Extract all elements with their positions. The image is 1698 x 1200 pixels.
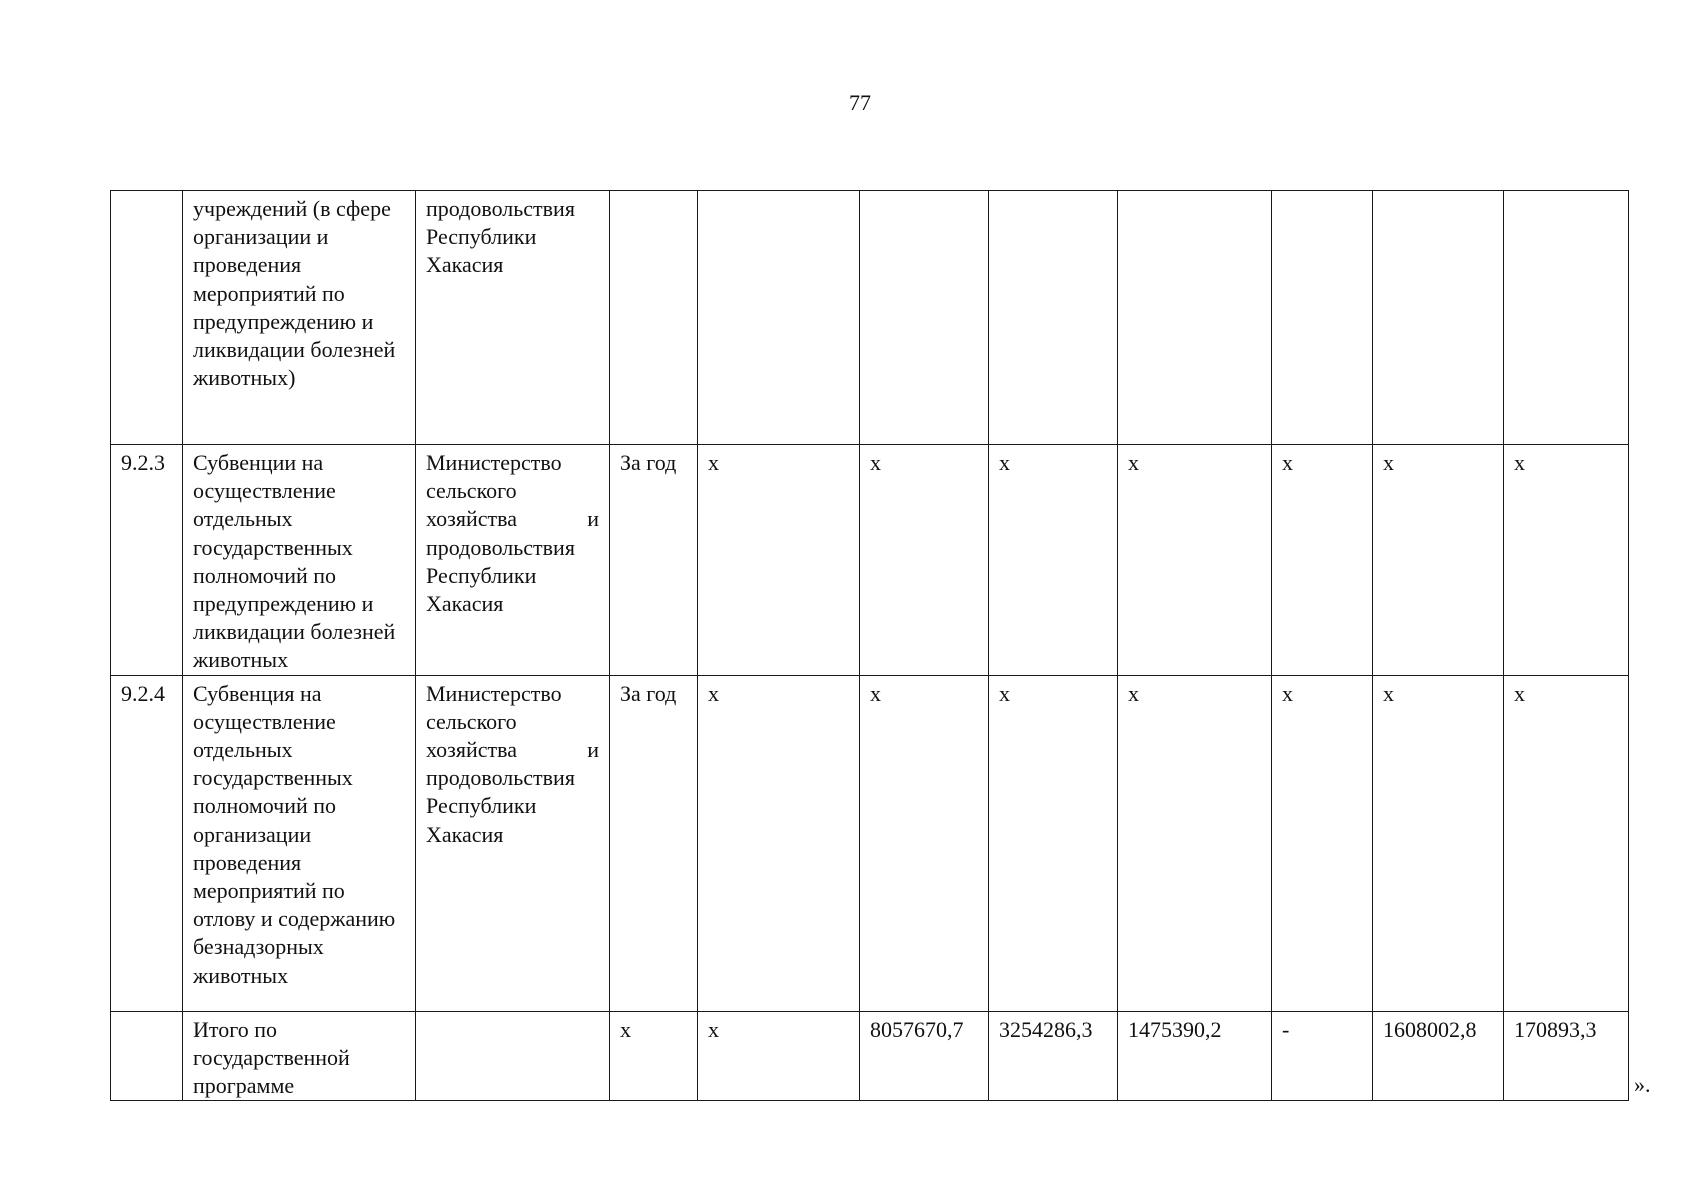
total-value: 8057670,7 xyxy=(860,1011,989,1101)
row-number: 9.2.4 xyxy=(111,675,183,1011)
event-name: Субвенции на осуществление отдельных государственных полномочий по предупреждению и ликвидации болезней животных xyxy=(183,445,416,676)
value-cell: x xyxy=(698,675,860,1011)
page-number: 77 xyxy=(849,90,871,115)
event-name: Субвенция на осуществление отдельных государственных полномочий по организации проведения мероприятий по отлову и содержанию безнадзорных животных xyxy=(183,675,416,1011)
responsible-org: Министерство сельского хозяйства и продовольствия Республики Хакасия xyxy=(416,445,610,676)
value-cell: x xyxy=(1272,675,1373,1011)
total-value: 1475390,2 xyxy=(1118,1011,1272,1101)
value-cell xyxy=(1118,191,1272,445)
table-row xyxy=(111,445,1629,676)
value-cell xyxy=(1272,191,1373,445)
row-number xyxy=(111,1011,183,1101)
period xyxy=(610,191,698,445)
value-cell: x xyxy=(860,445,989,676)
value-cell: x xyxy=(1272,445,1373,676)
value-cell: x xyxy=(1373,445,1504,676)
table-row xyxy=(111,191,1629,445)
period: x xyxy=(610,1011,698,1101)
value-cell: x xyxy=(698,1011,860,1101)
table-row xyxy=(111,675,1629,1011)
total-row xyxy=(111,1011,1629,1101)
value-cell: x xyxy=(1373,675,1504,1011)
program-table xyxy=(110,190,1629,1101)
row-number: 9.2.3 xyxy=(111,445,183,676)
responsible-org xyxy=(416,1011,610,1101)
value-cell xyxy=(1504,191,1629,445)
value-cell xyxy=(698,191,860,445)
value-cell: x xyxy=(1118,675,1272,1011)
value-cell: x xyxy=(1504,445,1629,676)
event-name: учреждений (в сфере организации и проведения мероприятий по предупреждению и ликвидации болезней животных) xyxy=(183,191,416,445)
total-value: 3254286,3 xyxy=(989,1011,1118,1101)
responsible-org: Министерство сельского хозяйства и продовольствия Республики Хакасия xyxy=(416,675,610,1011)
period: За год xyxy=(610,675,698,1011)
closing-quote: ». xyxy=(1634,1072,1651,1097)
value-cell xyxy=(989,191,1118,445)
period: За год xyxy=(610,445,698,676)
value-cell: x xyxy=(860,675,989,1011)
total-value: 1608002,8 xyxy=(1373,1011,1504,1101)
value-cell xyxy=(860,191,989,445)
value-cell: x xyxy=(989,445,1118,676)
value-cell: x xyxy=(698,445,860,676)
value-cell xyxy=(1373,191,1504,445)
responsible-org: продовольствия Республики Хакасия xyxy=(416,191,610,445)
value-cell: x xyxy=(989,675,1118,1011)
total-value: - xyxy=(1272,1011,1373,1101)
row-number xyxy=(111,191,183,445)
total-label: Итого по государственной программе xyxy=(183,1011,416,1101)
total-value: 170893,3 xyxy=(1504,1011,1629,1101)
value-cell: x xyxy=(1118,445,1272,676)
value-cell: x xyxy=(1504,675,1629,1011)
